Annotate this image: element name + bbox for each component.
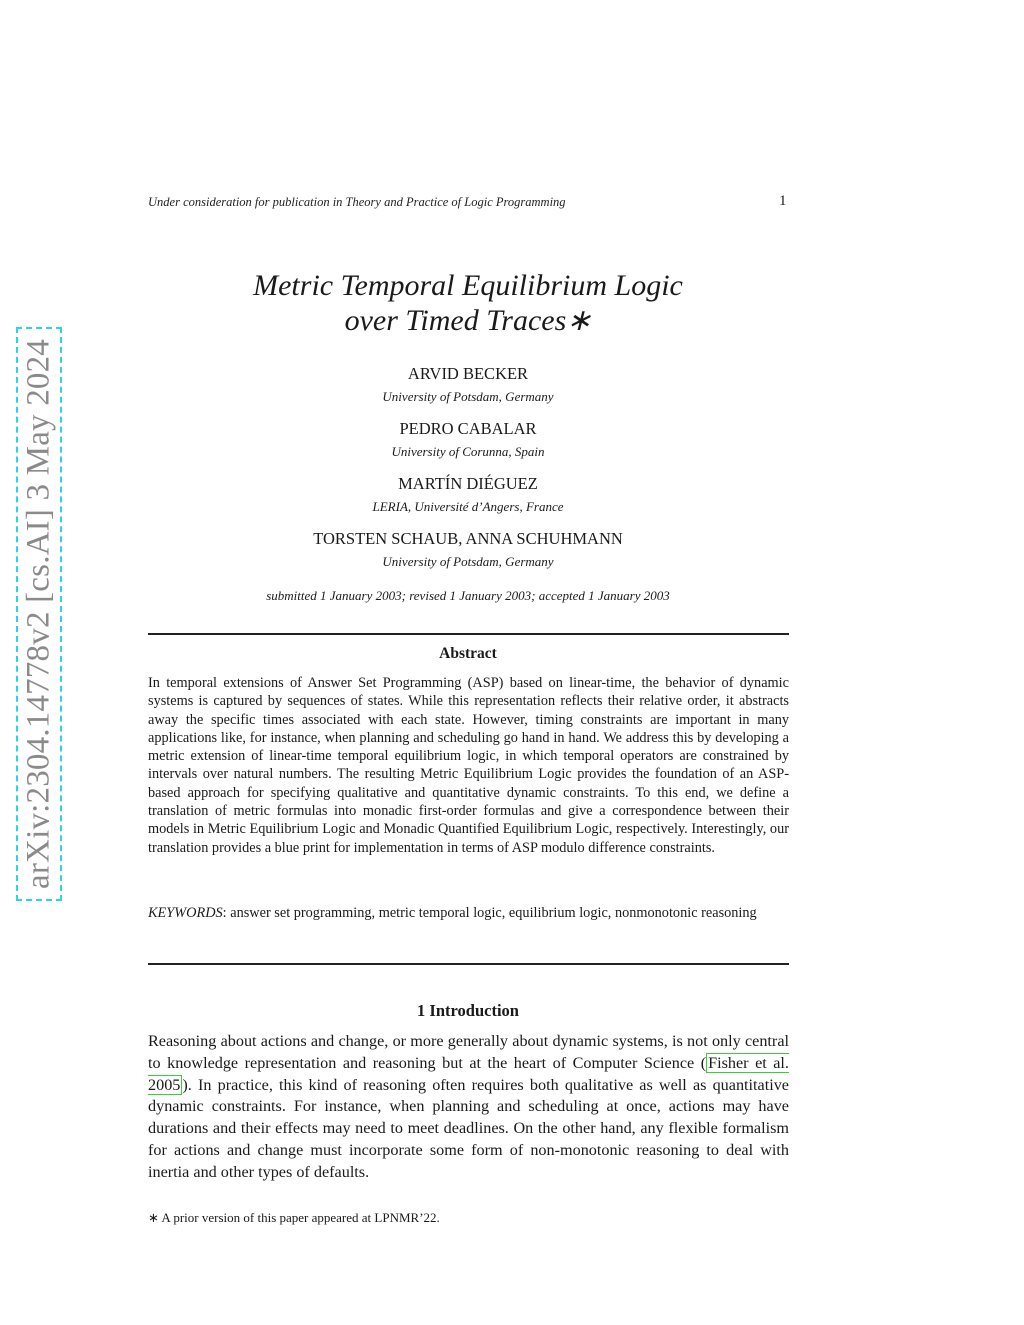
abstract-top-rule <box>148 633 789 635</box>
keywords-text: : answer set programming, metric temporal logic, equilibrium logic, nonmonotonic reasoning <box>222 905 757 921</box>
page-number: 1 <box>779 193 787 209</box>
abstract-heading: Abstract <box>439 645 497 662</box>
abstract-bottom-rule <box>148 963 789 965</box>
author-name: TORSTEN SCHAUB, ANNA SCHUHMANN <box>313 529 623 548</box>
submission-dates: submitted 1 January 2003; revised 1 January 2003; accepted 1 January 2003 <box>266 588 670 603</box>
author-affiliation: University of Corunna, Spain <box>391 444 545 459</box>
title-line-1: Metric Temporal Equilibrium Logic <box>253 269 683 302</box>
author-name: ARVID BECKER <box>407 364 529 383</box>
keywords <box>148 904 789 922</box>
paper-title <box>148 268 788 338</box>
author-affiliation: University of Potsdam, Germany <box>382 554 554 569</box>
citation-link[interactable]: Fisher et al. 2005 <box>148 1053 789 1094</box>
introduction-paragraph <box>148 1031 789 1184</box>
arxiv-stamp[interactable] <box>16 327 62 901</box>
intro-text-before: Reasoning about actions and change, or more generally about dynamic systems, is not only central to knowledge representation and reasoning but at the heart of Computer Science ( <box>148 1032 789 1072</box>
author-affiliation: LERIA, Université d’Angers, France <box>372 499 564 514</box>
abstract-text: In temporal extensions of Answer Set Programming (ASP) based on linear-time, the behavior of dynamic systems is captured by sequences of states. While this representation reflects their relative order, it abstracts away the specific times associated with each state. However, timing constraints are important in many applications like, for instance, when planning and scheduling go hand in hand. We address this by developing a metric extension of linear-time temporal equilibrium logic, in which temporal operators are constrained by intervals over natural numbers. The resulting Metric Equilibrium Logic provides the foundation of an ASP-based approach for specifying qualitative and quantitative dynamic constraints. To this end, we define a translation of metric formulas into monadic first-order formulas and give a correspondence between their models in Metric Equilibrium Logic and Monadic Quantified Equilibrium Logic, respectively. Interestingly, our translation provides a blue print for implementation in terms of ASP modulo difference constraints. <box>148 675 789 856</box>
keywords-label: KEYWORDS <box>148 905 223 921</box>
intro-text-after: ). In practice, this kind of reasoning often requires both qualitative as well as quantitative dynamic constraints. For instance, when planning and scheduling at once, actions may have durations and their effects may need to meet deadlines. On the other hand, any flexible formalism for actions and change must incorporate some form of non-monotonic reasoning to deal with inertia and other types of defaults. <box>148 1075 789 1181</box>
author-name: MARTÍN DIÉGUEZ <box>398 474 538 493</box>
running-head: Under consideration for publication in Theory and Practice of Logic Programming <box>148 195 566 209</box>
title-line-2: over Timed Traces∗ <box>344 304 592 337</box>
footnote: ∗ A prior version of this paper appeared at LPNMR’22. <box>148 1210 440 1225</box>
author-name: PEDRO CABALAR <box>399 419 537 438</box>
arxiv-stamp-text: arXiv:2304.14778v2 [cs.AI] 3 May 2024 <box>20 339 57 889</box>
author-affiliation: University of Potsdam, Germany <box>382 389 554 404</box>
section-heading: 1 Introduction <box>417 1001 519 1020</box>
